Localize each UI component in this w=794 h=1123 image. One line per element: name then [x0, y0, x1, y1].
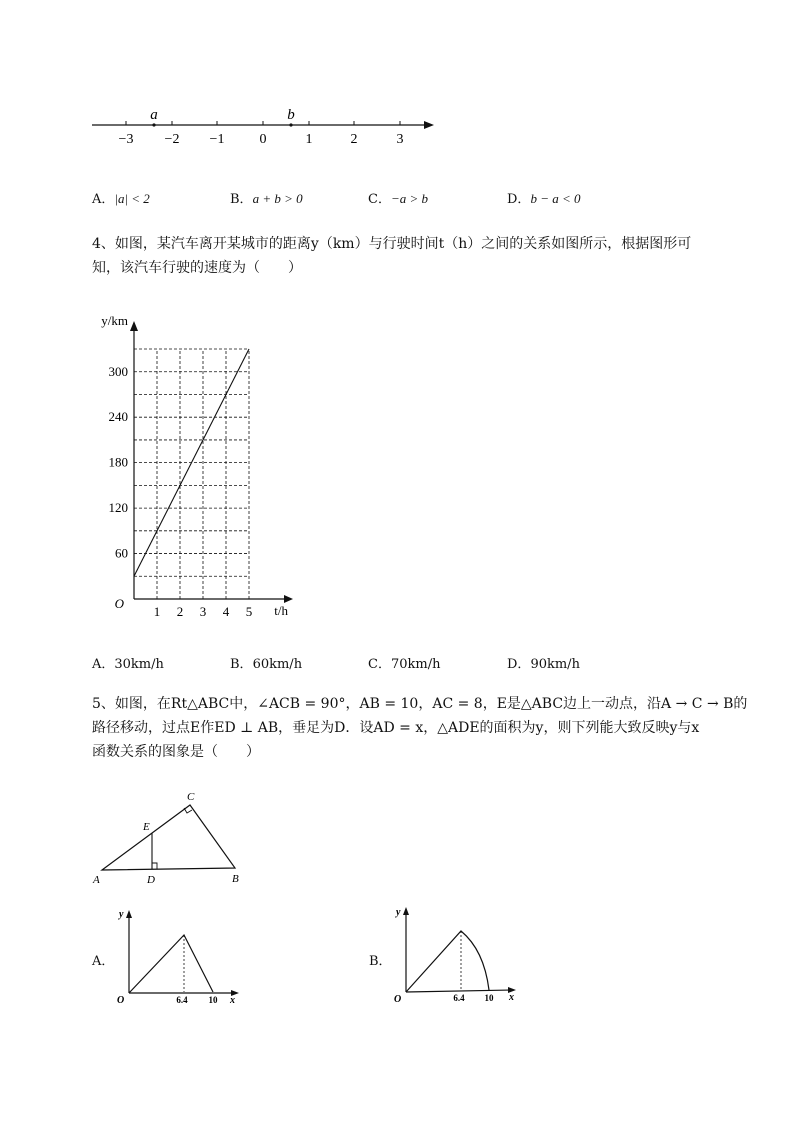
x-tick-label: 3 — [199, 604, 207, 619]
triangle-abc — [102, 805, 235, 870]
graph-y-label: y — [396, 907, 401, 918]
tick-label: 2 — [350, 132, 358, 147]
tick-label: 1 — [305, 132, 313, 147]
y-tick-label: 60 — [115, 545, 128, 561]
graph-origin-label: O — [394, 994, 402, 1005]
x-tick-label: 4 — [222, 604, 230, 619]
q3-option-b[interactable]: B．a + b > 0 — [230, 191, 303, 207]
y-tick-label: 300 — [108, 363, 128, 379]
y-tick-label: 180 — [108, 454, 128, 470]
graph-y-label: y — [119, 909, 124, 920]
q5-stem — [92, 692, 748, 764]
tick-label: −2 — [164, 132, 180, 147]
x-tick-label: 5 — [245, 604, 253, 619]
q3-option-d[interactable]: D．b − a < 0 — [507, 191, 581, 207]
y-tick-label: 240 — [108, 409, 128, 425]
q4-stem-line: 知，该汽车行驶的速度为（ ） — [92, 260, 302, 276]
q5-option-b[interactable]: B． — [369, 954, 392, 969]
q5-stem-line: 5、如图，在Rt△ABC中，∠ACB = 90°，AB = 10，AC = 8，E是△ABC边上一动点，沿A → C → B的 — [92, 696, 748, 712]
number-line-figure — [88, 100, 448, 150]
x-tick-label: 2 — [176, 604, 184, 619]
vertex-b-label: B — [232, 873, 239, 885]
q5-stem-line: 路径移动，过点E作ED ⊥ AB，垂足为D．设AD = x，△ADE的面积为y，则下列能大致反映y与x — [92, 720, 700, 736]
q4-option-d[interactable]: D．90km/h — [507, 657, 580, 672]
graph-y-arrow — [126, 910, 132, 918]
q4-stem — [92, 232, 732, 280]
tick-label: 0 — [259, 132, 267, 147]
q3-option-c[interactable]: C．−a > b — [368, 191, 428, 207]
q5-option-b-graph — [392, 900, 522, 1008]
q4-distance-time-chart — [100, 305, 300, 625]
point-a-dot — [152, 123, 155, 126]
graph-tick-6-4: 6.4 — [453, 993, 465, 1003]
q4-option-a[interactable]: A．30km/h — [92, 657, 164, 672]
q4-stem-line: 4、如图，某汽车离开某城市的距离y（km）与行驶时间t（h）之间的关系如图所示，根据图形可 — [92, 236, 692, 252]
number-line-arrow — [424, 121, 434, 129]
q3-option-a[interactable]: A．|a| < 2 — [92, 191, 150, 207]
y-axis-arrow — [130, 321, 138, 331]
point-e-label: E — [143, 821, 150, 833]
q5-stem-line: 函数关系的图象是（ ） — [92, 744, 260, 760]
tick-label: −3 — [118, 132, 134, 147]
graph-curve — [129, 935, 213, 993]
origin-label: O — [114, 596, 124, 611]
chart-grid — [134, 349, 249, 599]
x-axis-arrow — [284, 595, 293, 603]
vertex-c-label: C — [187, 791, 195, 803]
x-axis-label: t/h — [274, 603, 288, 618]
right-angle-mark-d — [152, 863, 157, 869]
graph-x-axis — [406, 990, 512, 992]
x-tick-label: 1 — [153, 604, 161, 619]
tick-label: 3 — [396, 132, 404, 147]
q5-triangle-figure — [88, 788, 258, 888]
point-b-dot — [289, 123, 292, 126]
graph-curve — [406, 931, 489, 992]
q4-option-c[interactable]: C．70km/h — [368, 657, 441, 672]
graph-tick-10: 10 — [208, 995, 218, 1005]
graph-x-label: x — [509, 992, 514, 1003]
graph-x-label: x — [230, 995, 235, 1006]
point-a-label: a — [150, 107, 158, 123]
graph-tick-6-4: 6.4 — [176, 995, 188, 1005]
graph-tick-10: 10 — [484, 993, 494, 1003]
graph-origin-label: O — [117, 995, 125, 1006]
point-d-label: D — [147, 874, 155, 886]
y-axis-label: y/km — [101, 313, 128, 328]
q4-option-b[interactable]: B．60km/h — [230, 657, 303, 672]
y-tick-label: 120 — [108, 500, 128, 516]
q5-option-a-graph — [115, 903, 245, 1008]
vertex-a-label: A — [93, 874, 100, 886]
point-b-label: b — [287, 107, 295, 123]
graph-y-arrow — [403, 907, 409, 915]
tick-label: −1 — [209, 132, 225, 147]
q5-option-a[interactable]: A． — [92, 954, 115, 969]
